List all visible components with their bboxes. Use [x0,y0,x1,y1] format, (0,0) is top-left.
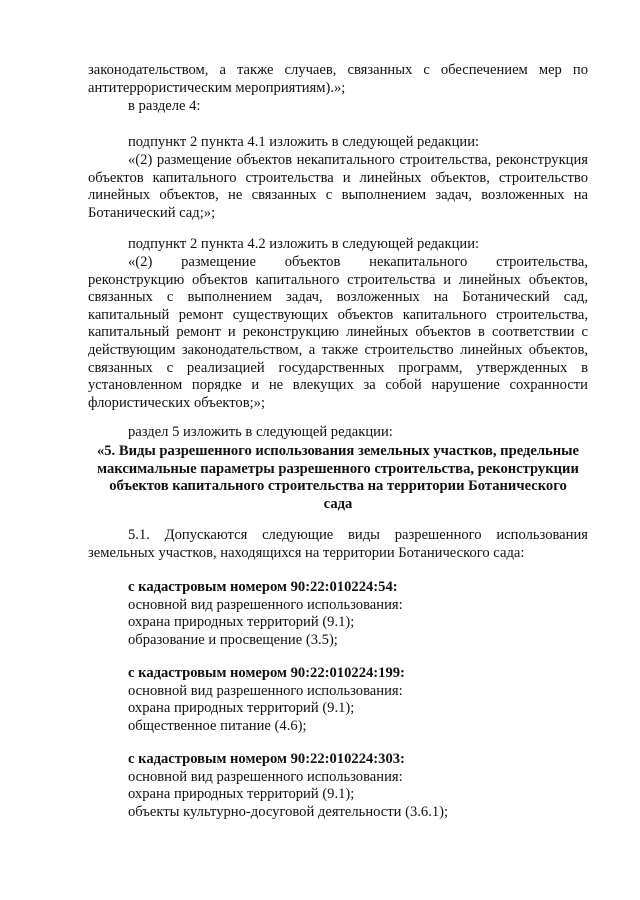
paragraph-section-4: в разделе 4: [128,98,201,114]
parcel-line: объекты культурно-досуговой деятельности (3.6.1); [128,803,449,820]
parcel-line: образование и просвещение (3.5); [128,631,338,648]
parcel-line: охрана природных территорий (9.1); [128,700,355,717]
heading-line: максимальные параметры разрешенного строительства, реконструкции [97,460,579,477]
parcel-line: охрана природных территорий (9.1); [128,786,355,803]
text-line: «(2) размещение объектов некапитального строительства, реконструкция [128,152,588,168]
parcel-block [128,665,588,735]
text-line: связанных с выполнением задач, возложенных на Ботанический сад, [88,289,588,306]
text-line: капитальный ремонт существующих объектов капитального строительства, [88,306,588,323]
text-line: линейных объектов, не связанных с выполнением задач, возложенных на [88,187,588,204]
parcel-title: с кадастровым номером 90:22:010224:54: [128,579,398,595]
quote-subpoint-4-2 [88,254,588,412]
text-line: установленном порядке и не влекущих за собой нарушение сохранности [88,377,588,394]
section-5-heading [88,443,588,513]
text-line: объектов капитального строительства и линейных объектов, строительство [88,169,588,186]
text-line: «(2) размещение объектов некапитального строительства, [128,254,588,270]
parcel-line: общественное питание (4.6); [128,717,307,734]
parcel-line: основной вид разрешенного использования: [128,682,403,699]
text-line: действующим законодательством, а также строительство линейных объектов, [88,341,588,358]
text-line: реконструкцию объектов капитального строительства и линейных объектов, [88,271,588,288]
text-line: антитеррористическим мероприятиям).»; [88,79,346,96]
paragraph-subpoint-4-2: подпункт 2 пункта 4.2 изложить в следующей редакции: [128,236,480,252]
text-line: законодательством, а также случаев, связанных с обеспечением мер по [88,62,588,78]
paragraph-subpoint-4-1: подпункт 2 пункта 4.1 изложить в следующей редакции: [128,134,480,150]
heading-line: сада [323,495,353,512]
text-line: капитальный ремонт и реконструкцию линейных объектов в соответствии с [88,324,588,341]
parcel-line: основной вид разрешенного использования: [128,768,403,785]
text-line: земельных участков, находящихся на территории Ботанического сада: [88,544,525,561]
parcel-title: с кадастровым номером 90:22:010224:303: [128,751,405,767]
quote-subpoint-4-1 [88,152,588,222]
paragraph-section-5: раздел 5 изложить в следующей редакции: [128,424,393,440]
heading-line: «5. Виды разрешенного использования земельных участков, предельные [96,443,580,459]
paragraph-5-1 [88,527,588,562]
text-line: Ботанический сад;»; [88,204,216,221]
parcel-line: основной вид разрешенного использования: [128,596,403,613]
heading-line: объектов капитального строительства на территории Ботанического [109,478,567,495]
parcel-block [128,751,588,821]
parcel-block [128,579,588,649]
parcel-title: с кадастровым номером 90:22:010224:199: [128,665,405,681]
text-line: 5.1. Допускаются следующие виды разрешенного использования [128,527,588,543]
text-line: флористических объектов;»; [88,394,266,411]
text-line: связанных с реализацией государственных программ, утвержденных в [88,359,588,376]
paragraph-intro-continuation [88,62,588,97]
parcel-line: охрана природных территорий (9.1); [128,614,355,631]
